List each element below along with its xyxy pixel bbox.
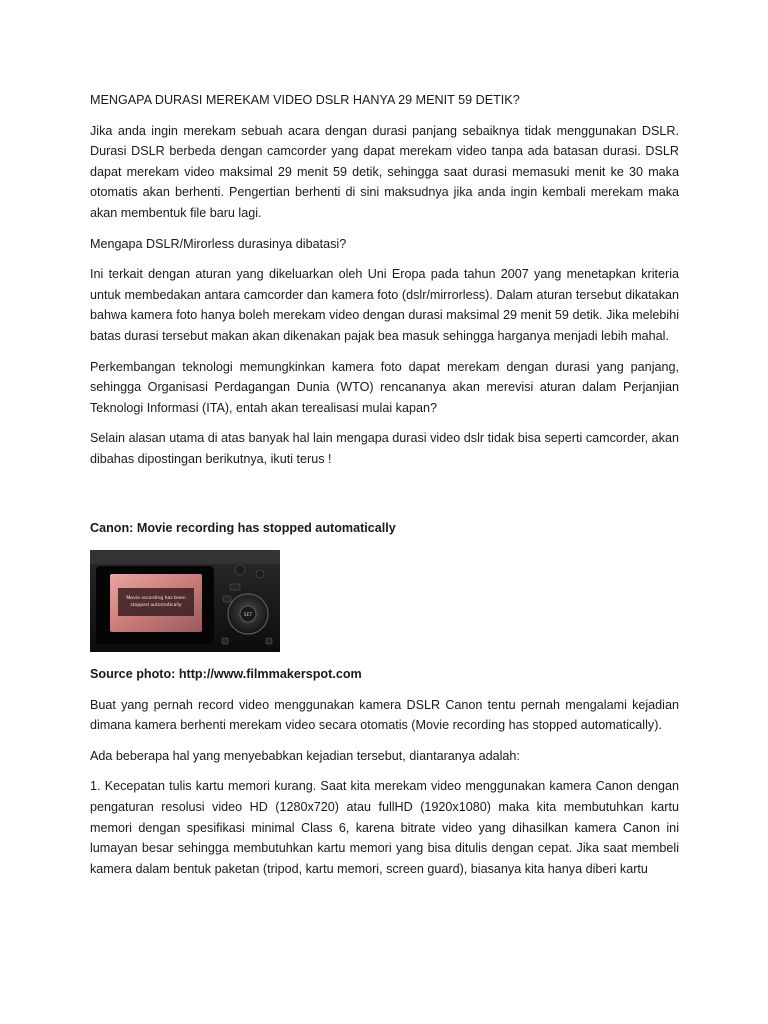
document-body — [90, 90, 679, 889]
paragraph-followup: Selain alasan utama di atas banyak hal lain mengapa durasi video dslr tidak bisa seperti camcorder, akan dibahas dipostingan berikutnya, ikuti terus ! — [90, 431, 679, 466]
document-title: MENGAPA DURASI MEREKAM VIDEO DSLR HANYA 29 MENIT 59 DETIK? — [90, 93, 520, 107]
delete-button-icon — [266, 638, 272, 644]
section-spacer — [90, 480, 679, 518]
lcd-message-line-2: stopped automatically — [130, 603, 182, 609]
info-button-icon — [230, 584, 240, 590]
set-button-label: SET — [243, 613, 253, 619]
lcd-message-line-1: Movie recording has been — [126, 596, 186, 602]
q-button-icon — [223, 596, 231, 602]
paragraph-canon-stop: Buat yang pernah record video menggunakan kamera DSLR Canon tentu pernah mengalami kejadian dimana kamera berhenti merekam video secara otomatis (Movie recording has stopped automatically). — [90, 697, 679, 733]
camera-back-illustration — [90, 550, 280, 652]
photo-source: Source photo: http://www.filmmakerspot.com — [90, 667, 362, 682]
top-button-icon — [235, 565, 245, 575]
paragraph-eu-rule: Ini terkait dengan aturan yang dikeluarkan oleh Uni Eropa pada tahun 2007 yang menetapkan kriteria untuk membedakan antara camcorder dan kamera foto (dslr/mirrorless). Dalam aturan tersebut dikatakan bahwa kamera foto hanya boleh merekam video dengan durasi maksimal 29 menit 59 detik. Jika melebihi batas durasi tersebut makan akan dikenakan pajak bea masuk sehingga harganya menjadi lebih mahal. — [90, 267, 679, 343]
question-heading: Mengapa DSLR/Mirorless durasinya dibatasi? — [90, 236, 347, 251]
top-right-button-icon — [256, 570, 264, 578]
lcd-message-box — [118, 588, 194, 616]
paragraph-intro: Jika anda ingin merekam sebuah acara dengan durasi panjang sebaiknya tidak menggunakan DSLR. Durasi DSLR berbeda dengan camcorder yang dapat merekam video tanpa ada batasan durasi. DSLR dapat merekam video maksimal 29 menit 59 detik, sehingga saat durasi memasuki menit ke 30 maka otomatis akan berhenti. Pengertian berhenti di sini maksudnya jika anda ingin kembali merekam maka akan membentuk file baru lagi. — [90, 123, 679, 220]
play-button-icon — [222, 638, 228, 644]
paragraph-cause-1: 1. Kecepatan tulis kartu memori kurang. Saat kita merekam video menggunakan kamera Canon dengan pengaturan resolusi video HD (1280x720) atau fullHD (1920x1080) maka kita membutuhkan kartu memori dengan spesifikasi minimal Class 6, karena bitrate video yang dihasilkan kamera Canon ini lumayan besar sehingga membutuhkan kartu memori yang bisa ditulis dengan cepat. Jika saat membeli kamera dalam bentuk paketan (tripod, kartu memori, screen guard), biasanya kita hanya diberi kartu — [90, 779, 679, 876]
paragraph-causes-intro: Ada beberapa hal yang menyebabkan kejadian tersebut, diantaranya adalah: — [90, 748, 520, 763]
camera-photo — [90, 550, 280, 652]
canon-heading: Canon: Movie recording has stopped automatically — [90, 520, 396, 535]
paragraph-wto: Perkembangan teknologi memungkinkan kamera foto dapat merekam dengan durasi yang panjang, sehingga Organisasi Perdagangan Dunia (WTO) rencananya akan merevisi aturan dalam Perjanjian Teknologi Informasi (ITA), entah akan terealisasi mulai kapan? — [90, 359, 679, 415]
